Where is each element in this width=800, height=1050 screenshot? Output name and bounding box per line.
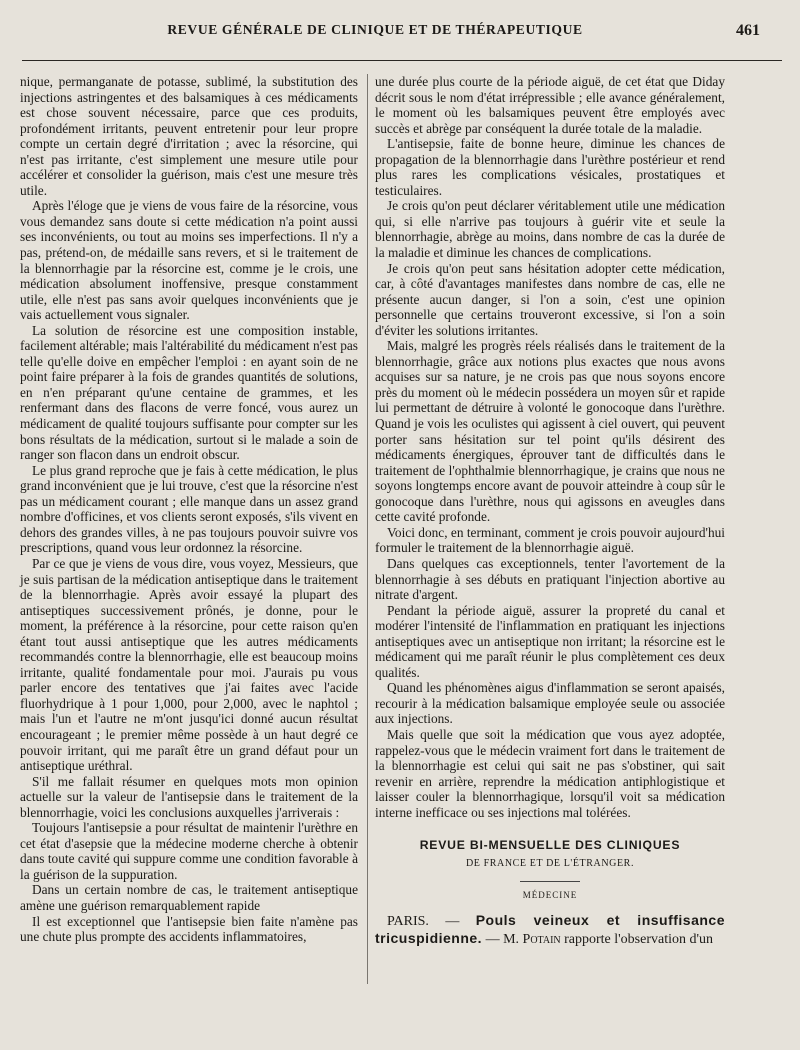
- paragraph: La solution de résorcine est une composition instable, facilement altérable; mais l'altérabilité du médicament n'est pas telle qu'elle doive en empêcher l'emploi : en ayant soin de ne point faire préparer à la fois de grandes quantités de solutions, en n'en préparant qu'une centaine de grammes, et les renfermant dans des flacons de verre foncé, vous aurez un médicament de qualité toujours suffisante pour compter sur les bons résultats de la médication, surtout si le malade a soin de ranger son flacon dans un endroit obscur.: [20, 322, 358, 463]
- paragraph: Pendant la période aiguë, assurer la propreté du canal et modérer l'intensité de l'inflammation en pratiquant les injections antiseptiques avec un antiseptique non irritant; la résorcine est le médicament qui me paraît réunir le plus complètement ces deux qualités.: [375, 602, 725, 680]
- page-number: 461: [736, 22, 760, 39]
- paragraph: Voici donc, en terminant, comment je crois pouvoir aujourd'hui formuler le traitement de la blennorrhagie aiguë.: [375, 524, 725, 556]
- paragraph: Je crois qu'on peut déclarer véritablement utile une médication qui, si elle n'arrive pas toujours à guérir vite et seule la blennorrhagie, abrège au moins, dans nombre de cas la durée de la maladie et diminue les chances de complications.: [375, 198, 725, 261]
- paragraph: Il est exceptionnel que l'antisepsie bien faite n'amène pas une chute plus prompte des accidents inflammatoires,: [20, 913, 358, 945]
- paragraph: Mais, malgré les progrès réels réalisés dans le traitement de la blennorrhagie, grâce aux notions plus exactes que nous avons acquises sur sa nature, je ne crois pas que nous soyons encore près du moment où le médecin possédera un moyen sûr et rapide lui permettant de détruire à volonté le gonocoque dans l'urèthre. Quand je vois les oculistes qui agissent à ciel ouvert, qui peuvent porter sans hésitation sur tel point qu'ils désirent des médicaments énergiques, éprouver tant de difficultés dans le traitement de l'ophthalmie blennorrhagique, je crains que nous ne soyons longtemps encore avant de pouvoir atteindre à coup sûr le gonocoque dans l'urèthre, nous qui agissons en aveugles dans cette cavité profonde.: [375, 338, 725, 525]
- entry-dash: —: [428, 913, 476, 929]
- entry-heading: Pouls veineux et insuffisance tricuspidienne.: [375, 911, 725, 946]
- paragraph: L'antisepsie, faite de bonne heure, diminue les chances de propagation de la blennorrhagie dans l'urèthre postérieur et rend plus rares les complications vésicales, prostatiques et testiculaires.: [375, 136, 725, 198]
- paragraph: nique, permanganate de potasse, sublimé, la substitution des injections astringentes et des balsamiques à ces médicaments est chose souvent nécessaire, parce que ces produits, profondément irritants, peuvent entretenir pour leur propre compte un certain degré d'irritation ; avec la résorcine, qui n'est pas irritante, c'est simplement une mesure utile pour accélérer et consolider la guérison, mais c'est une mesure très utile.: [20, 74, 358, 198]
- paragraph: Dans un certain nombre de cas, le traitement antiseptique amène une guérison remarquablement rapide: [20, 882, 358, 913]
- entry-text: — M.: [482, 931, 523, 947]
- entry-author: Potain: [522, 931, 561, 947]
- paragraph: Après l'éloge que je viens de vous faire de la résorcine, vous vous demandez sans doute si cette médication n'a point aussi ses inconvénients, ou tout au moins ses imperfections. Il n'y a pas, prétend-on, de médaille sans revers, et si le traitement de la blennorrhagie par la résorcine est, comme je le crois, une médication absolument inoffensive, presque constamment utile, elle n'est pas sans avoir quelques inconvénients que je vais actuellement vous signaler.: [20, 198, 358, 323]
- page-header: [0, 22, 800, 44]
- entry-place: PARIS.: [387, 913, 429, 929]
- section-divider: [520, 881, 580, 882]
- paragraph: Le plus grand reproche que je fais à cette médication, le plus grand inconvénient que je lui trouve, c'est que la résorcine n'est pas un médicament courant ; elle manque dans un assez grand nombre d'officines, et vos clients seront exposés, s'ils vivent en dehors des grandes villes, à ne pas toujours pouvoir suivre vos prescriptions, quand vous leur ordonnez la résorcine.: [20, 462, 358, 556]
- clinic-entry: [375, 912, 725, 948]
- paragraph: une durée plus courte de la période aiguë, de cet état que Diday décrit sous le nom d'état irrépressible ; elle avance généralement, le moment où les balsamiques peuvent être employés avec succès et abrège par conséquent la durée totale de la maladie.: [375, 74, 725, 136]
- running-title: REVUE GÉNÉRALE DE CLINIQUE ET DE THÉRAPEUTIQUE: [167, 22, 583, 37]
- section-title: REVUE BI-MENSUELLE DES CLINIQUES: [419, 838, 681, 853]
- paragraph: Par ce que je viens de vous dire, vous voyez, Messieurs, que je suis partisan de la médication antiseptique dans le traitement de la blennorrhagie. Après avoir essayé la plupart des antiseptiques successivement prônés, je donne, pour le moment, la préférence à la résorcine, pour cette raison qu'en étant tout aussi antiseptique que les autres médicaments recommandés contre la blennorrhagie, elle est beaucoup moins irritante, qualité fondamentale pour moi. J'aurais pu vous parler encore des tentatives que j'ai faites avec l'acide fluorhydrique à 1 pour 1,000, pour 2,000, avec le naphtol ; mais l'un et l'autre ne m'ont jusqu'ici donné aucun résultat encourageant ; le premier même possède à un haut degré ce pouvoir irritant, qui me paraît être un grand défaut pour un antiseptique uréthral.: [20, 555, 358, 774]
- column-divider: [367, 74, 368, 984]
- section-rubric: MÉDECINE: [522, 890, 578, 901]
- paragraph: Mais quelle que soit la médication que vous ayez adoptée, rappelez-vous que le médecin vraiment fort dans le traitement de la blennorrhagie est celui qui sait ne pas s'obstiner, qui sait revenir en arrière, reprendre la médication antiphlogistique et laisser couler la blennorrhagique, lorsqu'il voit sa médication interne inefficace ou ses injections mal tolérées.: [375, 726, 725, 820]
- paragraph: Quand les phénomènes aigus d'inflammation se seront apaisés, recourir à la médication balsamique employée seule ou associée aux injections.: [375, 680, 725, 727]
- entry-text: rapporte l'observation d'un: [560, 931, 714, 947]
- right-column: [375, 74, 725, 948]
- paragraph: Toujours l'antisepsie a pour résultat de maintenir l'urèthre en cet état d'asepsie que la médecine moderne cherche à obtenir dans toute cavité qui suppure comme une condition favorable à la guérison de la suppuration.: [20, 820, 358, 882]
- paragraph: Dans quelques cas exceptionnels, tenter l'avortement de la blennorrhagie à ses débuts en pratiquant l'injection abortive au nitrate d'argent.: [375, 555, 725, 603]
- left-column: [20, 74, 358, 945]
- paragraph: S'il me fallait résumer en quelques mots mon opinion actuelle sur la valeur de l'antisepsie dans le traitement de la blennorrhagie, voici les conclusions auxquelles j'arriverais :: [20, 773, 358, 820]
- paragraph: Je crois qu'on peut sans hésitation adopter cette médication, car, à côté d'avantages manifestes dans nombre de cas, elle ne présente aucun danger, si l'on a soin, c'est une opinion personnelle que certains trouveront excessive, si l'on a soin d'éviter les solutions irritantes.: [375, 260, 725, 338]
- header-rule: [22, 60, 782, 61]
- section-subtitle: DE FRANCE ET DE L'ÉTRANGER.: [465, 857, 635, 869]
- section-heading: [375, 838, 725, 904]
